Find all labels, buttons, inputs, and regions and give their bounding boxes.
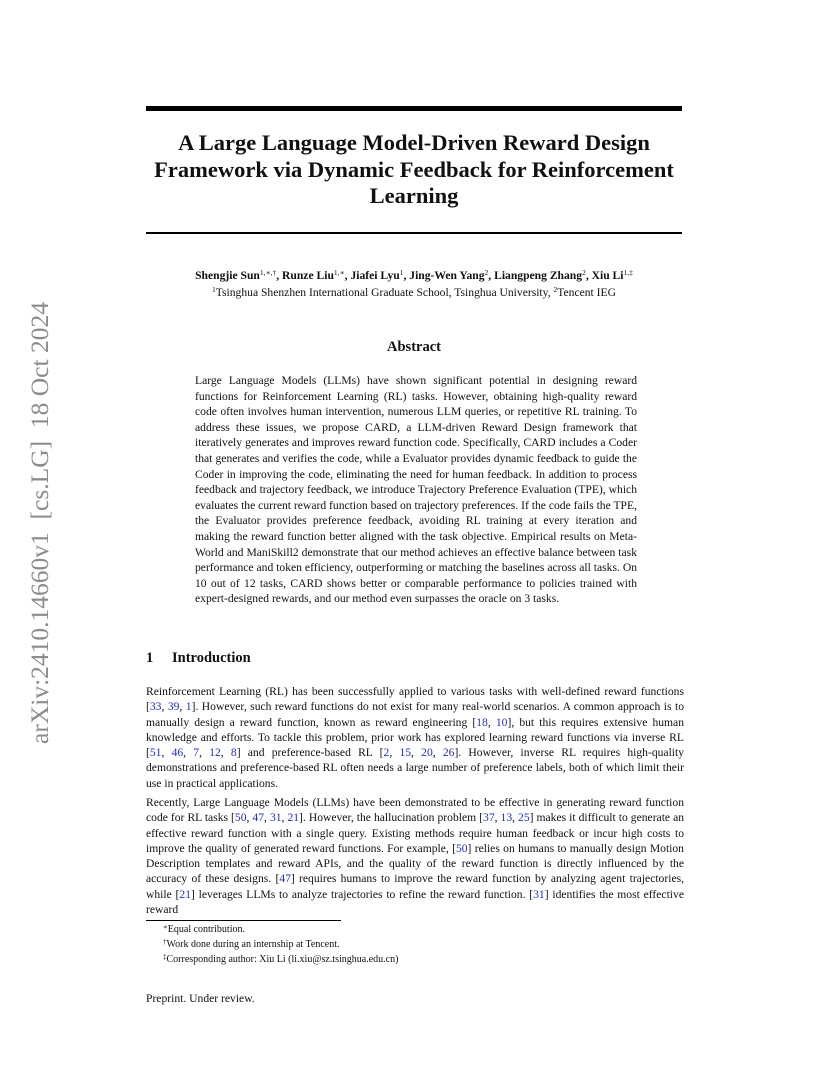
citation-link[interactable]: 46 bbox=[171, 746, 184, 760]
paragraph-text: , bbox=[432, 746, 443, 760]
citation-link[interactable]: 18 bbox=[476, 715, 488, 729]
paragraph-text: Reinforcement Learning (RL) has been successfully applied to various tasks with well-defined reward functions [ bbox=[146, 685, 684, 714]
paragraph-text: , bbox=[246, 811, 253, 825]
citation-link[interactable]: 47 bbox=[252, 811, 265, 825]
paragraph-text: ] and preference-based RL [ bbox=[236, 746, 384, 760]
citation-link[interactable]: 20 bbox=[421, 746, 433, 760]
citation-link[interactable]: 15 bbox=[399, 746, 412, 760]
paragraph-text: ]. However, such reward functions do not exist for many real-world scenarios. A common approach is to manually design a reward function, known as reward engineering [ bbox=[146, 700, 684, 729]
paragraph-text: ] makes it difficult to generate an effective reward function with a single query. Existing methods require human feedback or incur high costs to improve the quality of generated reward functions. For example, [ bbox=[146, 811, 685, 855]
section-title: Introduction bbox=[172, 650, 251, 666]
citation-link[interactable]: 39 bbox=[167, 700, 180, 714]
citation-link[interactable]: 26 bbox=[442, 746, 455, 760]
paragraph-text: Recently, Large Language Models (LLMs) have been demonstrated to be effective in generating reward function code for RL tasks [ bbox=[146, 796, 684, 825]
intro-paragraph-2 bbox=[146, 795, 684, 917]
citation-link[interactable]: 50 bbox=[455, 841, 468, 855]
citation-link[interactable]: 13 bbox=[500, 811, 513, 825]
citation-link[interactable]: 31 bbox=[269, 811, 282, 825]
paragraph-text: ]. However, inverse RL requires high-quality demonstrations and preference-based RL often needs a large number of preference labels, both of which limit their use in practical applications. bbox=[146, 746, 685, 790]
abstract-text: Large Language Models (LLMs) have shown significant potential in designing reward functions for Reinforcement Learning (RL) tasks. However, obtaining high-quality reward code often involves human intervention, numerous LLM queries, or repetitive RL training. To address these issues, we propose CARD, a LLM-driven Reward Design framework that iteratively generates and improves reward function code. Specifically, CARD includes a Coder that generates and verifies the code, while a Evaluator provides dynamic feedback to guide the Coder in improving the code, eliminating the need for human feedback. In addition to process feedback and trajectory feedback, we introduce Trajectory Preference Evaluation (TPE), which evaluates the current reward function based on trajectory preferences. If the code fails the TPE, the Evaluator provides preference feedback, avoiding RL training at every iteration and making the reward function better aligned with the task objective. Empirical results on Meta-World and ManiSkill2 demonstrate that our method achieves an effective balance between task performance and token efficiency, outperforming or matching the baselines across all tasks. On 10 out of 12 tasks, CARD shows better or comparable performance to policies trained with expert-designed rewards, and our method even surpasses the oracle on 3 tasks. bbox=[195, 374, 637, 606]
paragraph-text: , bbox=[161, 746, 172, 760]
paragraph-text: , bbox=[199, 746, 210, 760]
footnote: ‡Corresponding author: Xiu Li (li.xiu@sz.tsinghua.edu.cn) bbox=[163, 953, 399, 965]
paragraph-text: ] requires humans to improve the reward function by analyzing agent trajectories, while [ bbox=[146, 872, 684, 901]
author-list: Shengjie Sun$^{1,∗,\dagger}$, Runze Liu$^{1,∗}$, Jiafei Lyu$^1$, Jing-Wen Yang$^2$, Liangpeng Zhang$^2$, Xiu $Li^{1,\ddagger}$ bbox=[195, 268, 633, 282]
title-bottom-rule bbox=[146, 232, 682, 234]
paragraph-text: , bbox=[220, 746, 231, 760]
footnote-rule bbox=[146, 920, 341, 921]
paragraph-text: ] leverages LLMs to analyze trajectories to refine the reward function. [ bbox=[191, 887, 534, 901]
paragraph-text: , bbox=[281, 811, 288, 825]
footnote: ∗Equal contribution. bbox=[163, 923, 245, 935]
paragraph-text: , bbox=[161, 700, 168, 714]
author: Jing-Wen Yang$^2$ bbox=[409, 268, 489, 282]
preprint-note: Preprint. Under review. bbox=[146, 992, 255, 1005]
citation-link[interactable]: 7 bbox=[193, 746, 200, 760]
affiliations: $^1$Tsinghua Shenzhen International Graduate School, Tsinghua University, $^2$Tencent IEG bbox=[212, 285, 616, 299]
citation-link[interactable]: 25 bbox=[518, 811, 530, 825]
citation-link[interactable]: 51 bbox=[149, 746, 162, 760]
paragraph-text: , bbox=[494, 811, 501, 825]
paragraph-text: , bbox=[264, 811, 270, 825]
paragraph-text: ]. However, the hallucination problem [ bbox=[299, 811, 484, 825]
paragraph-text: , bbox=[487, 715, 496, 729]
author: Xiu $Li^{1,\ddagger}$ bbox=[591, 268, 633, 282]
citation-link[interactable]: 31 bbox=[533, 887, 545, 901]
paragraph-text: , bbox=[183, 746, 194, 760]
citation-link[interactable]: 1 bbox=[185, 700, 192, 714]
citation-link[interactable]: 21 bbox=[287, 811, 300, 825]
citation-link[interactable]: 50 bbox=[234, 811, 247, 825]
title-top-rule bbox=[146, 106, 682, 111]
paragraph-text: ] relies on humans to manually design Motion Description templates and reward APIs, and the quality of the reward function is directly influenced by the accuracy of these designs. [ bbox=[146, 841, 684, 886]
citation-link[interactable]: 10 bbox=[495, 715, 508, 729]
citation-link[interactable]: 33 bbox=[149, 700, 162, 714]
citation-link[interactable]: 2 bbox=[383, 746, 390, 760]
section-number: 1 bbox=[146, 650, 154, 666]
author: Shengjie Sun$^{1,∗,\dagger}$ bbox=[195, 268, 277, 282]
author: Liangpeng Zhang$^2$ bbox=[494, 268, 586, 282]
citation-link[interactable]: 21 bbox=[179, 887, 192, 901]
paragraph-text: ] identifies the most effective reward bbox=[146, 887, 684, 917]
citation-link[interactable]: 37 bbox=[483, 811, 495, 825]
footnote: †Work done during an internship at Tencent. bbox=[163, 938, 340, 950]
section-heading bbox=[146, 650, 251, 667]
author: Runze Liu$^{1,∗}$ bbox=[282, 268, 345, 282]
arxiv-stamp: arXiv:2410.14660v1 [cs.LG] 18 Oct 2024 bbox=[25, 302, 54, 744]
intro-paragraph-1 bbox=[146, 684, 684, 791]
affiliation: Tsinghua Shenzhen International Graduate School, Tsinghua University bbox=[215, 286, 548, 299]
citation-link[interactable]: 8 bbox=[230, 746, 237, 760]
citation-link[interactable]: 47 bbox=[279, 872, 291, 886]
abstract-heading: Abstract bbox=[387, 339, 441, 355]
paper-title: A Large Language Model-Driven Reward Design Framework via Dynamic Feedback for Reinforcement Learning bbox=[154, 130, 674, 208]
paragraph-text: , bbox=[411, 746, 422, 760]
citation-link[interactable]: 12 bbox=[209, 746, 221, 760]
paragraph-text: ], but this requires extensive human knowledge and efforts. To tackle this problem, prior work has explored learning reward functions via inverse RL [ bbox=[146, 715, 684, 760]
paragraph-text: , bbox=[389, 746, 400, 760]
author: Jiafei Lyu$^1$ bbox=[350, 268, 404, 282]
affiliation: Tencent IEG bbox=[557, 286, 616, 299]
paragraph-text: , bbox=[512, 811, 519, 825]
paragraph-text: , bbox=[179, 700, 186, 714]
